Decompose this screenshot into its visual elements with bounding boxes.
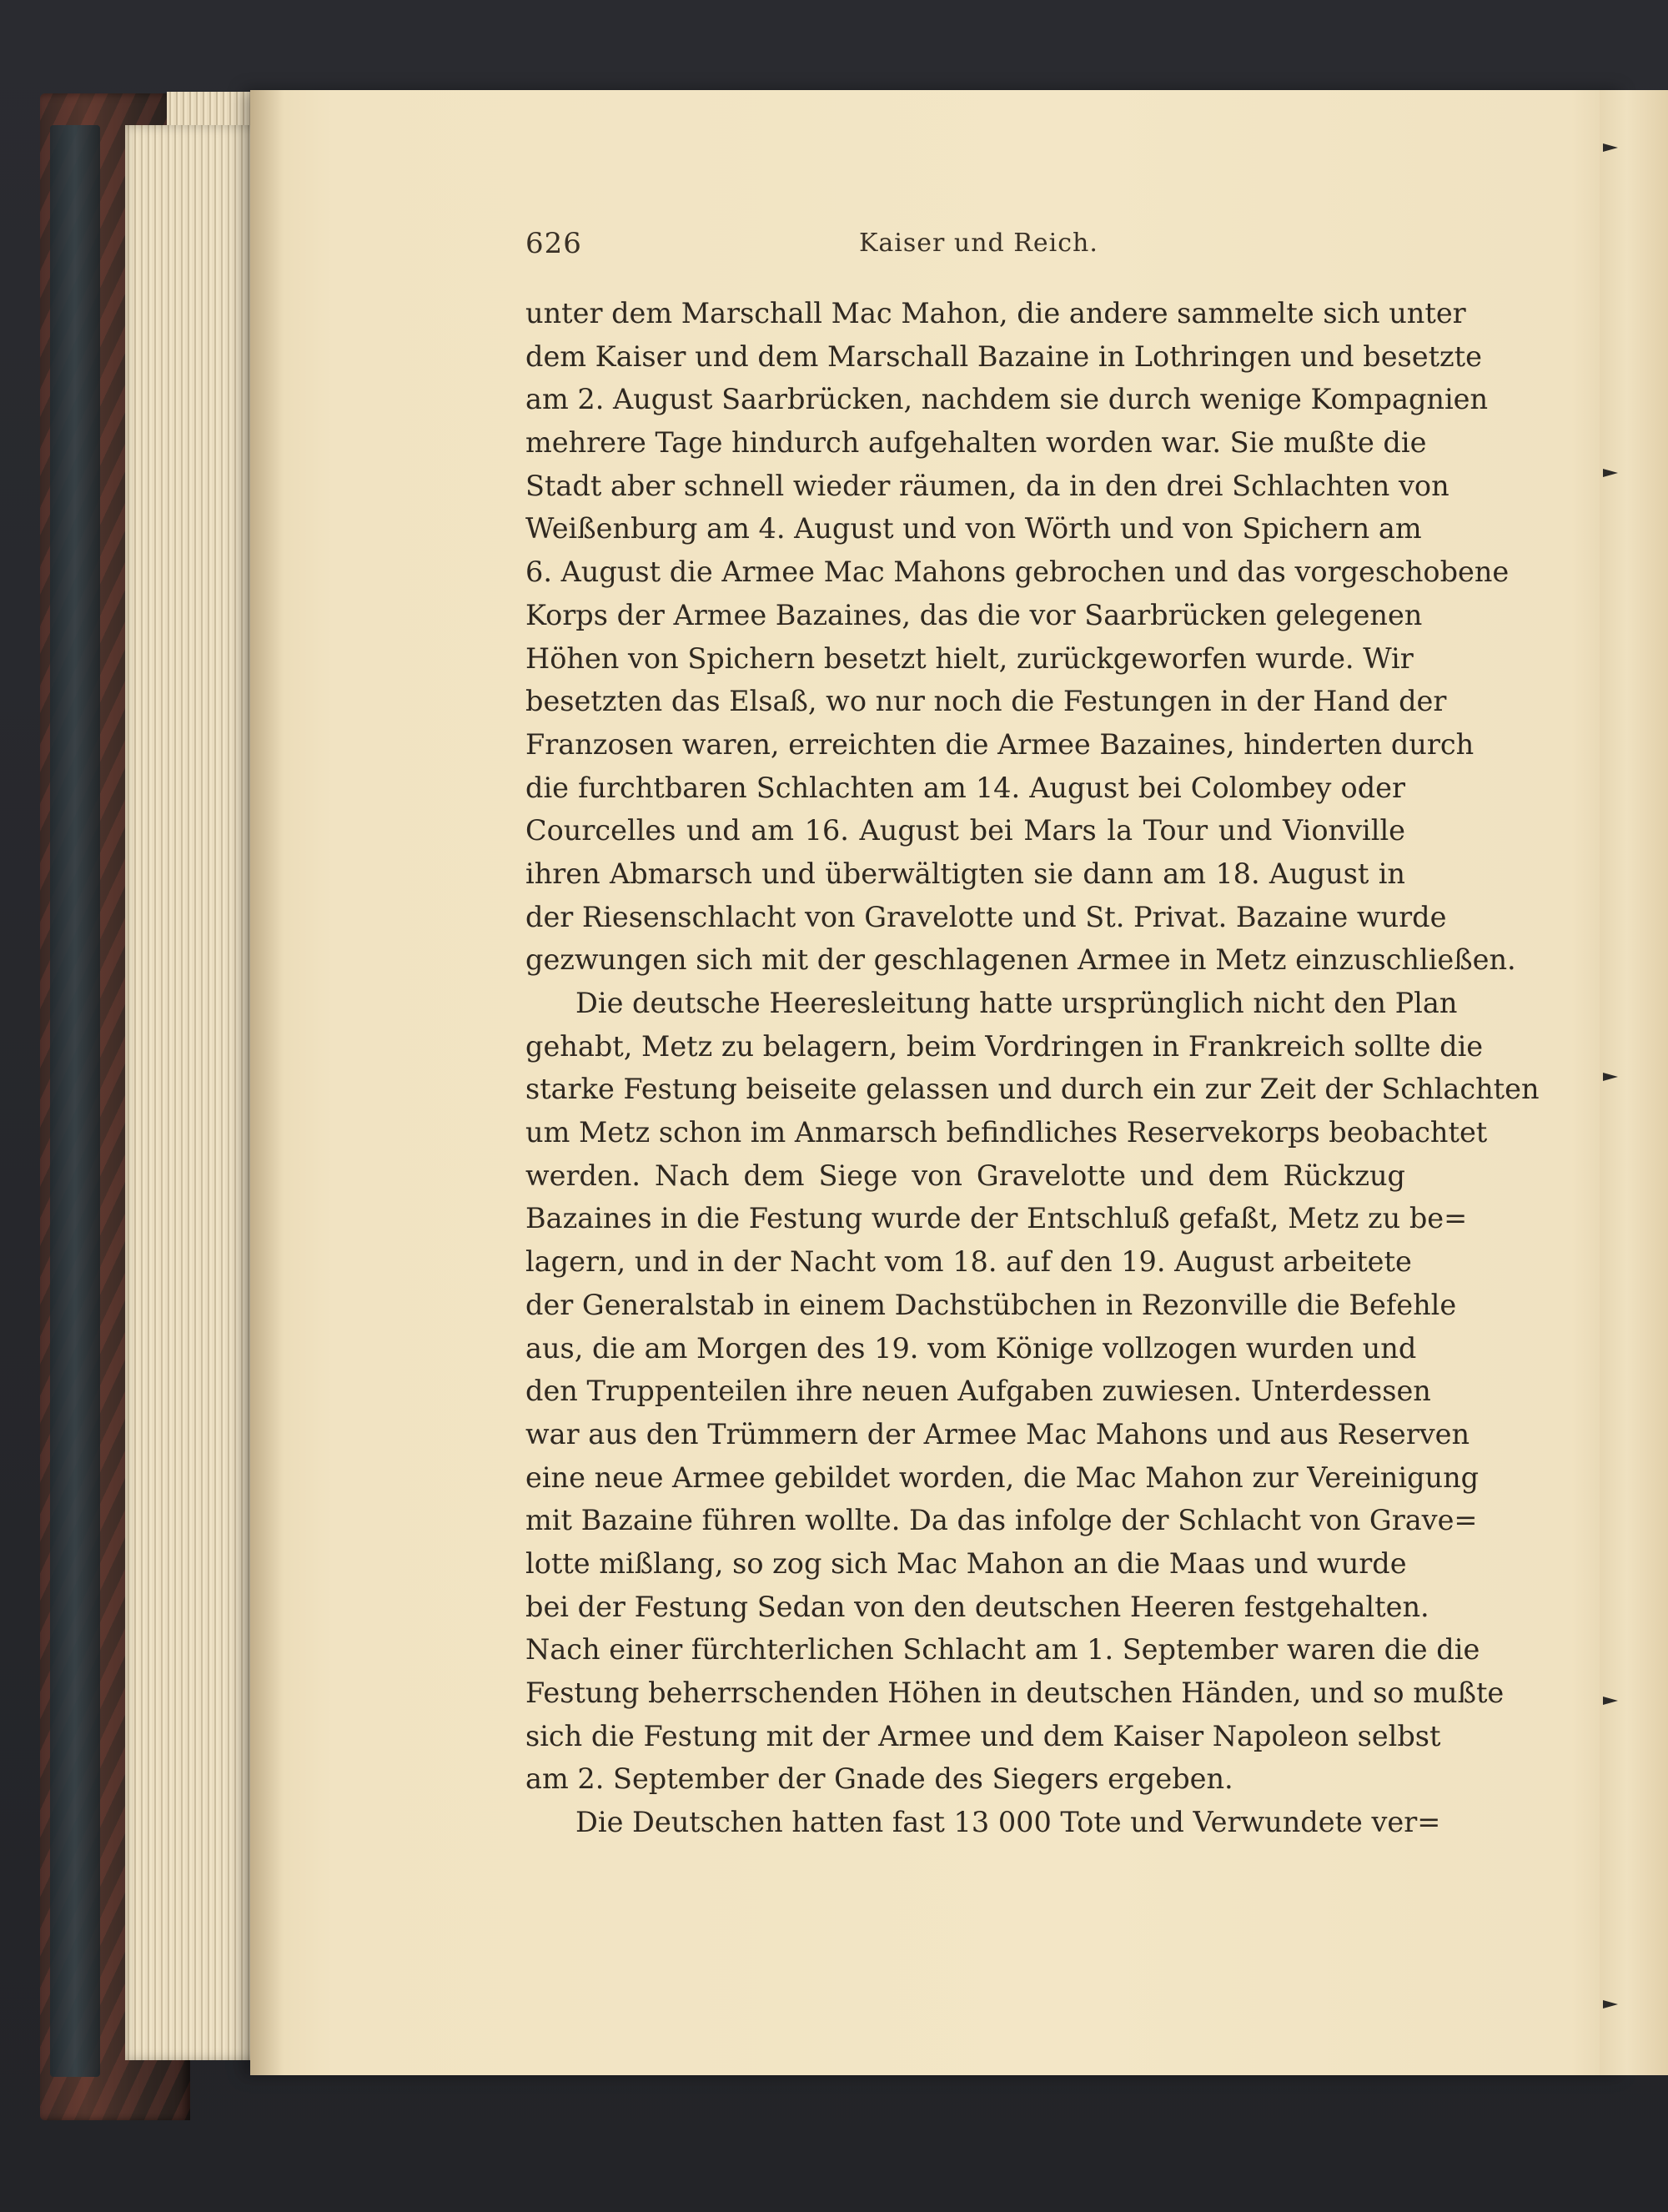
text-line: Die deutsche Heeresleitung hatte ursprünglich nicht den Plan (575, 987, 1458, 1019)
text-line: Weißenburg am 4. August und von Wörth und von Spichern am (525, 512, 1422, 545)
text-line: am 2. September der Gnade des Siegers ergeben. (525, 1762, 1233, 1796)
text-line: lotte mißlang, so zog sich Mac Mahon an die Maas und wurde (525, 1546, 1407, 1580)
page-edges (125, 125, 259, 2060)
text-line: Festung beherrschenden Höhen in deutschen Händen, und so mußte (525, 1677, 1505, 1709)
text-line: bei der Festung Sedan von den deutschen Heeren festgehalten. (525, 1590, 1429, 1623)
text-line: Courcelles und am 16. August bei Mars la Tour und Vionville (525, 814, 1405, 847)
text-line: 6. August die Armee Mac Mahons gebrochen und das vorgeschobene (525, 556, 1510, 589)
body-text (525, 292, 1540, 1844)
text-line: um Metz schon im Anmarsch befindliches Reservekorps beobachtet (525, 1116, 1488, 1149)
running-title: Kaiser und Reich. (859, 229, 1098, 258)
text-line: am 2. August Saarbrücken, nachdem sie durch wenige Kompagnien (525, 383, 1489, 416)
text-line: Höhen von Spichern besetzt hielt, zurückgeworfen wurde. Wir (525, 641, 1414, 675)
text-line: gezwungen sich mit der geschlagenen Armee in Metz einzuschließen. (525, 943, 1516, 977)
text-line: unter dem Marschall Mac Mahon, die andere sammelte sich unter (525, 297, 1466, 329)
page-number: 626 (525, 227, 582, 260)
text-line: Franzosen waren, erreichten die Armee Bazaines, hinderten durch (525, 727, 1475, 761)
text-line: Die Deutschen hatten fast 13 000 Tote und Verwundete ver= (575, 1806, 1441, 1839)
text-line: war aus den Trümmern der Armee Mac Mahons und aus Reserven (525, 1417, 1470, 1450)
text-line: ihren Abmarsch und überwältigten sie dann am 18. August in (525, 857, 1405, 890)
text-line: Korps der Armee Bazaines, das die vor Saarbrücken gelegenen (525, 598, 1423, 631)
text-line: Stadt aber schnell wieder räumen, da in den drei Schlachten von (525, 469, 1449, 502)
text-line: dem Kaiser und dem Marschall Bazaine in Lothringen und besetzte (525, 339, 1482, 373)
text-line: starke Festung beiseite gelassen und durch ein zur Zeit der Schlachten (525, 1073, 1540, 1106)
text-line: der Generalstab in einem Dachstübchen in Rezonville die Befehle (525, 1288, 1457, 1321)
text-line: der Riesenschlacht von Gravelotte und St. Privat. Bazaine wurde (525, 900, 1447, 933)
running-head (525, 227, 1401, 269)
text-line: lagern, und in der Nacht vom 18. auf den 19. August arbeitete (525, 1245, 1412, 1279)
text-line: den Truppenteilen ihre neuen Aufgaben zuwiesen. Unterdessen (525, 1375, 1431, 1408)
text-line: Nach einer fürchterlichen Schlacht am 1. September waren die die (525, 1633, 1480, 1667)
text-line: die furchtbaren Schlachten am 14. August bei Colombey oder (525, 771, 1405, 804)
text-line: mehrere Tage hindurch aufgehalten worden war. Sie mußte die (525, 426, 1427, 460)
next-page-edge (1600, 90, 1668, 2075)
text-line: mit Bazaine führen wollte. Da das infolge der Schlacht von Grave= (525, 1504, 1478, 1537)
text-line: eine neue Armee gebildet worden, die Mac Mahon zur Vereinigung (525, 1460, 1480, 1494)
text-line: sich die Festung mit der Armee und dem Kaiser Napoleon selbst (525, 1719, 1441, 1752)
text-line: besetzten das Elsaß, wo nur noch die Festungen in der Hand der (525, 685, 1447, 718)
text-line: Bazaines in die Festung wurde der Entschluß gefaßt, Metz zu be= (525, 1202, 1468, 1235)
text-line: gehabt, Metz zu belagern, beim Vordringen in Frankreich sollte die (525, 1029, 1484, 1063)
text-line: aus, die am Morgen des 19. vom Könige vollzogen wurden und (525, 1331, 1417, 1365)
cover-edge (50, 125, 100, 2077)
gutter-shadow (250, 90, 284, 2075)
text-line: werden. Nach dem Siege von Gravelotte und dem Rückzug (525, 1159, 1405, 1192)
